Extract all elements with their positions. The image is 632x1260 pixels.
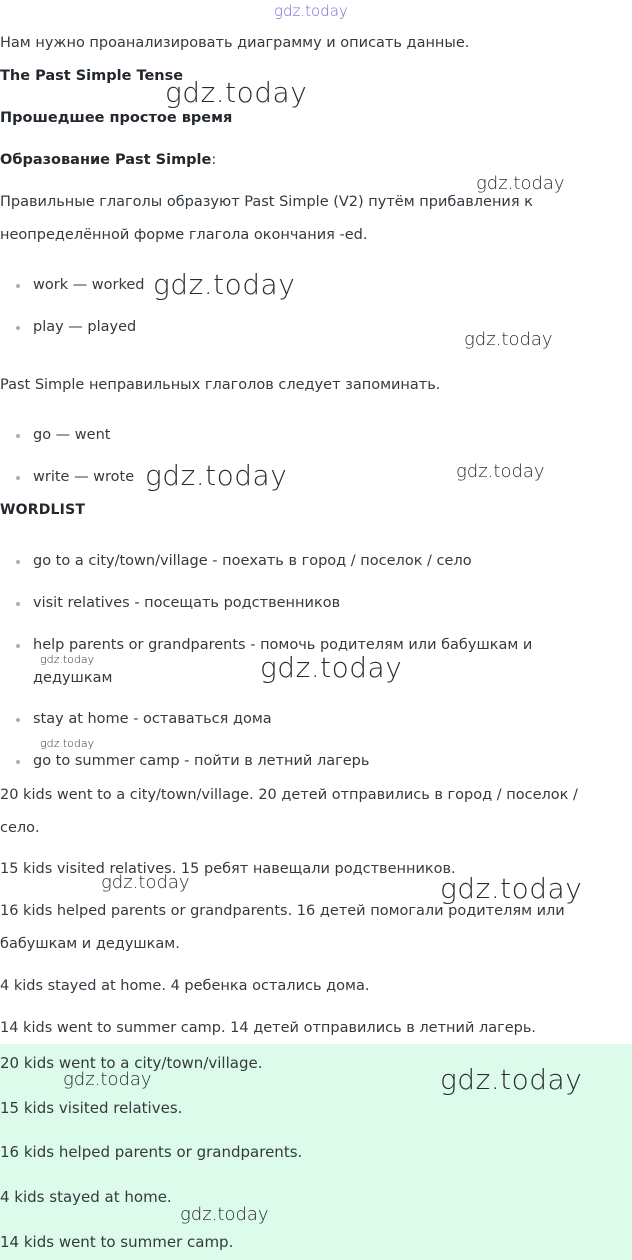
bullet [16,284,20,288]
sentence: село. [0,820,40,836]
list-item: play — played [33,319,137,335]
answer-line: 14 kids went to summer camp. [0,1233,234,1251]
list-item: work — worked [33,277,145,293]
watermark: gdz.today [260,651,403,684]
watermark: gdz.today [456,461,545,482]
sentence: бабушкам и дедушкам. [0,936,180,952]
list-item: go — went [33,427,111,443]
formation-title [0,150,216,170]
wordlist-item: visit relatives - посещать родственников [33,595,341,611]
intro-text: Нам нужно проанализировать диаграмму и описать данные. [0,35,470,51]
watermark: gdz.today [180,1204,269,1225]
watermark: gdz.today [440,1063,583,1096]
watermark: gdz.today [40,653,95,666]
watermark: gdz.today [40,737,95,750]
heading-en: The Past Simple Tense [0,68,184,84]
wordlist-item-continuation: дедушкам [33,670,113,686]
heading-ru: Прошедшее простое время [0,110,233,126]
bullet [16,434,20,438]
sentence: 14 kids went to summer camp. 14 детей отправились в летний лагерь. [0,1020,537,1036]
bullet [16,560,20,564]
bullet [16,644,20,648]
bullet [16,326,20,330]
regular-line-1: Правильные глаголы образуют Past Simple (V2) путём прибавления к [0,194,533,210]
wordlist-item: stay at home - оставаться дома [33,711,272,727]
irregular-text: Past Simple неправильных глаголов следует запоминать. [0,377,441,393]
watermark: gdz.today [153,268,296,301]
sentence: 16 kids helped parents or grandparents. 16 детей помогали родителям или [0,903,565,919]
formation-colon: : [211,152,217,168]
sentence: 15 kids visited relatives. 15 ребят навещали родственников. [0,861,456,877]
sentence: 20 kids went to a city/town/village. 20 детей отправились в город / поселок / [0,787,578,803]
bullet [16,760,20,764]
list-item: write — wrote [33,469,135,485]
answer-line: 4 kids stayed at home. [0,1188,172,1206]
watermark: gdz.today [440,872,583,905]
wordlist-item: help parents or grandparents - помочь родителям или бабушкам и [33,637,533,653]
regular-line-2: неопределённой форме глагола окончания -ed. [0,227,368,243]
wordlist-title: WORDLIST [0,502,86,518]
answer-line: 20 kids went to a city/town/village. [0,1054,263,1072]
bullet [16,476,20,480]
sentence: 4 kids stayed at home. 4 ребенка остались дома. [0,978,370,994]
watermark: gdz.today [165,76,308,109]
answer-line: 16 kids helped parents or grandparents. [0,1143,303,1161]
bullet [16,718,20,722]
wordlist-item: go to a city/town/village - поехать в город / поселок / село [33,553,472,569]
watermark: gdz.today [101,872,190,893]
bullet [16,602,20,606]
watermark: gdz.today [476,173,565,194]
wordlist-item: go to summer camp - пойти в летний лагерь [33,753,370,769]
top-watermark: gdz.today [274,2,348,20]
watermark: gdz.today [464,329,553,350]
answer-line: 15 kids visited relatives. [0,1099,183,1117]
watermark: gdz.today [145,459,288,492]
formation-title-text: Образование Past Simple [0,152,212,168]
watermark: gdz.today [63,1069,152,1090]
